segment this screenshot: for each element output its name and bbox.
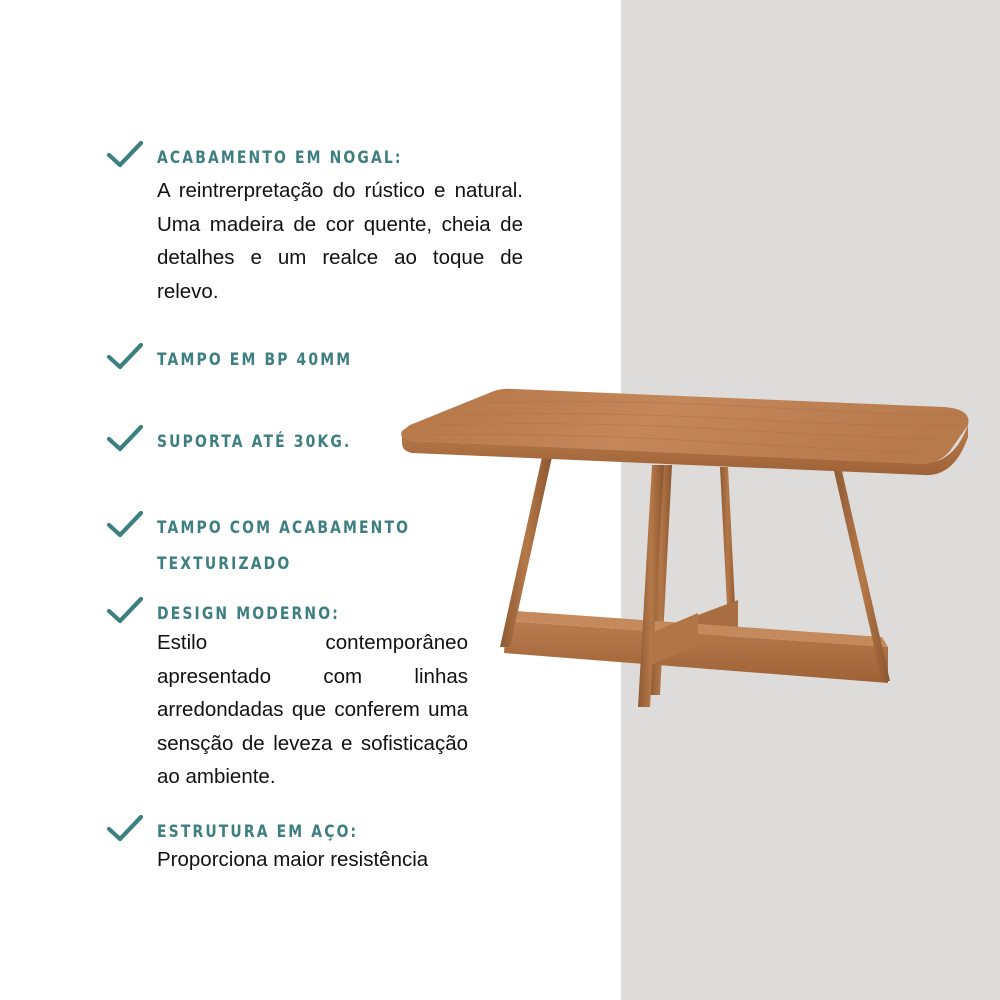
feature-title: TAMPO COM ACABAMENTO <box>157 518 411 538</box>
feature-title: ACABAMENTO EM NOGAL: <box>157 148 403 168</box>
feature-title: SUPORTA ATÉ 30KG. <box>157 432 352 452</box>
feature-title: DESIGN MODERNO: <box>157 604 340 624</box>
checkmark-icon <box>107 596 143 624</box>
feature-title: TAMPO EM BP 40MM <box>157 350 353 370</box>
checkmark-icon <box>107 424 143 452</box>
table-leg <box>720 467 736 625</box>
checkmark-icon <box>107 814 143 842</box>
table-image <box>398 385 974 715</box>
feature-title: TEXTURIZADO <box>157 554 292 574</box>
feature-title: ESTRUTURA EM AÇO: <box>157 822 359 842</box>
feature-description: A reintrerpretação do rústico e natural. Uma madeira de cor quente, cheia de detalhes e um realce ao toque de relevo. <box>157 179 523 303</box>
feature-description: Estilo contemporâneo apresentado com linhas arredondadas que conferem uma sensção de leveza e sofisticação ao ambiente. <box>157 631 468 788</box>
feature-description: Proporciona maior resistência <box>157 848 429 871</box>
checkmark-icon <box>107 510 143 538</box>
checkmark-icon <box>107 342 143 370</box>
checkmark-icon <box>107 140 143 168</box>
